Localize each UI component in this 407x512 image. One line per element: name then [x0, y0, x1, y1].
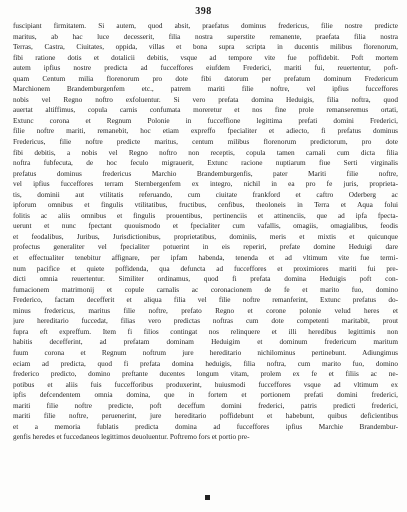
- ink-mark: [205, 495, 210, 500]
- text-line: Frederico, factam decefferit et aliqua filia vel filie noftre remanferint, Extunc prefatus do-: [13, 296, 398, 305]
- text-line: nobis vel Regno noftro exfoluentur. Si vero prefata domina Heduigis, filia noftra, quod: [13, 95, 398, 104]
- text-line: tis, dominii aut vtilitatis referuando, cum ciuitate frankford et caftro Oderberg ac: [13, 190, 398, 199]
- text-line: eciam ad predicta, quod fi prefata domina heduigis, filia noftra, cum marito fuo, domino: [13, 359, 398, 368]
- text-line: minus fredericus, maritus filie noftre, prefato Regno et corone polonie velud heres et: [13, 306, 398, 315]
- text-line: et feodalibus, Juribus, Jurisdictionibus, proprietatibus, dominiis, meris et mixtis et quicunque: [13, 232, 398, 241]
- text-line: prefatus dominus fredericus Marchio Brandemburgenfis, pater Mariti filie noftre,: [13, 169, 398, 178]
- text-line: fupra eft expreffum. Item fi filios contingat nos relinquere et illi heredibus legittimis non: [13, 327, 398, 336]
- text-line: filie noftre mariti, remanebit, hoc etiam expreffo fpecialiter et adiecto, fi prefatus dominus: [13, 127, 398, 136]
- text-line: jure hereditario fuccedat, filias vero predictas noftras cum dote competenti maritabit, prout: [13, 317, 398, 326]
- text-line: fuscipiant firmitatem. Si autem, quod absit, praefatus dominus fredericus, filie nostre predicte: [13, 22, 398, 30]
- page-number: 398: [195, 6, 212, 17]
- text-line: Fredericus, filie noftre predicte maritus, centum milibus florenorum predictorum, pro dote: [13, 138, 398, 147]
- text-line: maritus, ab hac luce decesserit, filia nostra superstite remanente, praefata filia nostra: [13, 32, 398, 41]
- text-line: auertat altiffimus, copula carnis confumata moreretur et nos fine prole remanseremus ortati,: [13, 106, 398, 115]
- text-line: quam Centum milia florenorum pro dote fibi datorum per prefatum dominum Fredericum: [13, 74, 398, 83]
- text-line: Extunc corona et Regnum Polonie in fucceffione legittima prefati domini Frederici,: [13, 116, 398, 125]
- text-line: folitis ac aliis omnibus et fingulis prouentibus, pertinenciis et attinenciis, que ad ipfa fpecta-: [13, 211, 398, 220]
- text-line: ipforum omnibus et fingulis vtilitatibus, fructibus, cenfibus, theoloneis in Terra et Aqua folui: [13, 201, 398, 210]
- text-line: fibi ratione dotis et dotalicii debitis, vsque ad tempore vite fue poffidebit. Poft mortem: [13, 53, 398, 62]
- text-line: fuum corona et Regnum noftrum jure hereditario nichilominus pertinebunt. Adiungimus: [13, 348, 398, 357]
- text-line: noftra fubfecuta, de hoc feculo migrauerit, Extunc racione nuptiarum fiue Serti virginalis: [13, 159, 398, 168]
- text-line: frederico predicto, domino preftante ducentes longum vitam, prolem ex fe et filiis ac ne-: [13, 370, 398, 379]
- text-line: uerunt et nunc fpectant quouismodo et fpecialiter cum vafallis, omagiis, omagialibus, feodis: [13, 222, 398, 231]
- text-line: mariti filie noftre predicte, poft deceffum domini frederici, patris predicti frederici,: [13, 401, 398, 410]
- text-line: dicti omnia reuertentur. Similiter ordinamus, quod fi prefata domina Heduigis poft con-: [13, 275, 398, 284]
- text-line: fibi debitis, a nobis vel Regno noftro non receptis, copula tamen carnali cum dicta filia: [13, 148, 398, 157]
- text-line: genfis heredes et fuccedaneos legittimos deuoluentur. Poftremo fors et portio pre-: [13, 433, 250, 442]
- text-line: num pacifice et quiete poffidenda, qua defuncta ad fucceffores et proximiores mariti fui pre-: [13, 264, 398, 273]
- text-line: et a memoria fublatis predicta domina ad fucceffores ipfius Marchie Brandembur-: [13, 422, 398, 431]
- text-line: ipfis defcendentem omnia domina, que in fortem et portionem prefati domini frederici,: [13, 391, 398, 400]
- text-line: et effectualiter tenebitur affignare, per ipfam habenda, tenenda et ad vltimum vite fue termi-: [13, 254, 398, 263]
- text-line: profectus generaliter vel fpecialiter potuerint in eis reperiri, prefate domine Heduigi dare: [13, 243, 398, 252]
- text-line: vel ipfius fucceffores terram Sternbergenfem ex integro, nichil in ea pro fe juris, proprieta-: [13, 180, 398, 189]
- text-line: autem ipfius nostre predicta ad fucceffores eiufdem Frederici, mariti fui, reuertentur, poft-: [13, 64, 398, 73]
- text-line: habitis decefferint, ad prefatam dominam Heduigim et dominum fredericum maritum: [13, 338, 398, 347]
- body-text: [13, 21, 398, 443]
- text-line: fumacionem matrimonij et copule carnalis ac coronacionem de fe et marito fuo, domino: [13, 285, 398, 294]
- text-line: mariti filie noftre, peruenerint, jure hereditario poffidebunt et habebunt, quibus deficientibus: [13, 412, 398, 421]
- text-line: potibus et aliis fuis fuccefforibus produxerint, huiusmodi fucceffores vsque ad vltimum ex: [13, 380, 398, 389]
- text-line: Marchionem Brandemburgenfem etc., patrem mariti filie noftre, vel ipfius fucceffores: [13, 85, 398, 94]
- text-line: Terras, Castra, Ciuitates, oppida, villas et bona supra scripta in ducentis milibus florenorum,: [13, 43, 398, 52]
